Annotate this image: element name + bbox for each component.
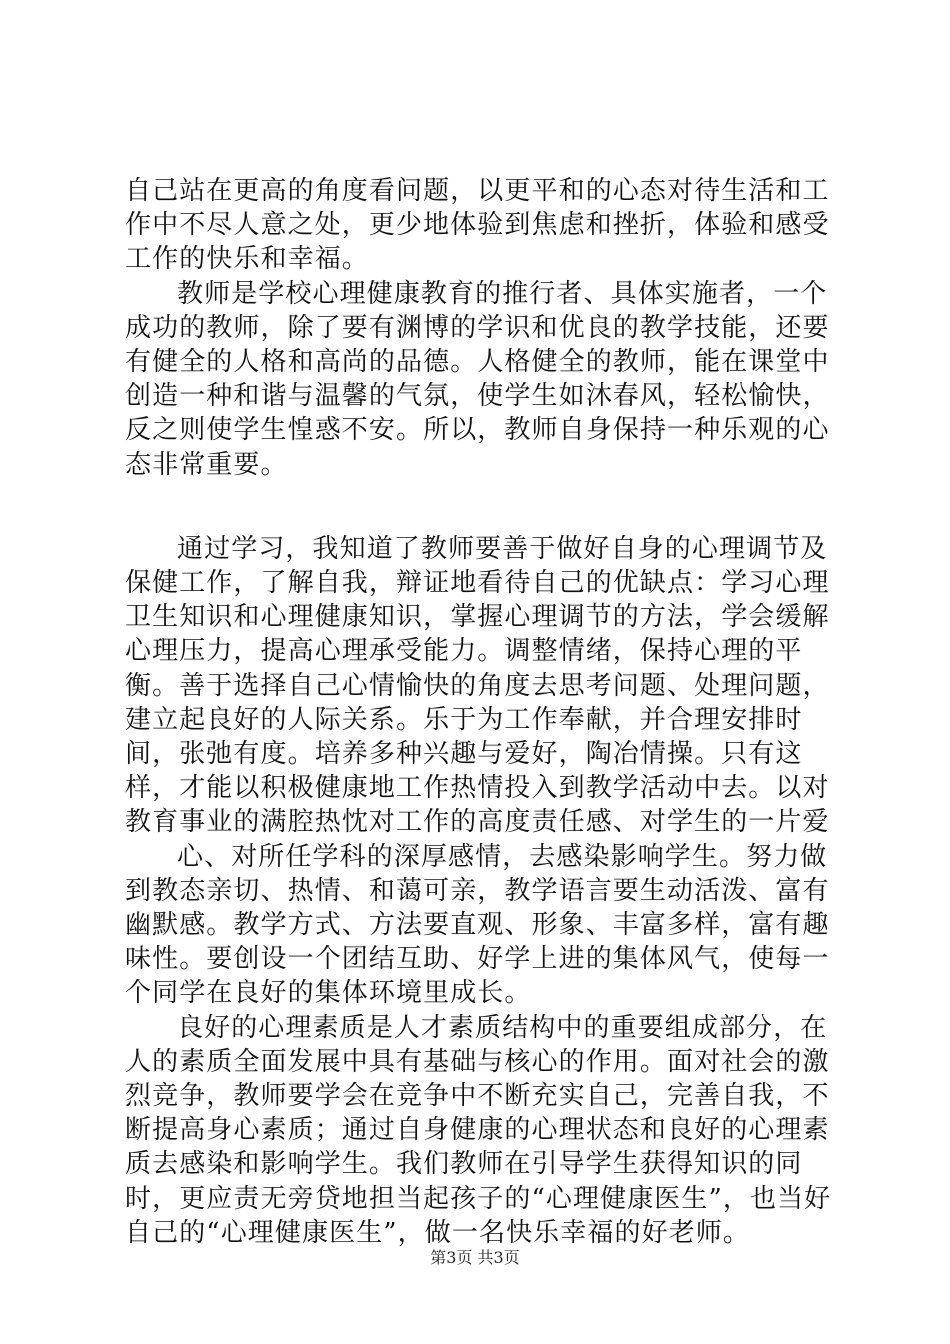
paragraph-continued-text: 自己站在更高的角度看问题，以更平和的心态对待生活和工作中不尽人意之处，更少地体验到焦虑和挫折，体验和感受工作的快乐和幸福。: [125, 176, 830, 275]
paragraph-spacer: [125, 482, 845, 532]
document-body: [125, 174, 845, 1250]
paragraph-psychological-quality: 良好的心理素质是人才素质结构中的重要组成部分，在人的素质全面发展中具有基础与核心的作用。面对社会的激烈竞争，教师要学会在竞争中不断充实自己，完善自我，不断提高身心素质；通过自身健康的心理状态和良好的心理素质去感染和影响学生。我们教师在引导学生获得知识的同时，更应责无旁贷地担当起孩子的“心理健康医生”，也当好自己的“心理健康医生”，做一名快乐幸福的好老师。: [125, 1012, 832, 1248]
page-number-footer: 第3页 共3页: [430, 1248, 520, 1267]
paragraph-teacher-role: 教师是学校心理健康教育的推行者、具体实施者，一个成功的教师，除了要有渊博的学识和优良的教学技能，还要有健全的人格和高尚的品德。人格健全的教师，能在课堂中创造一种和谐与温馨的气氛，使学生如沐春风，轻松愉快，反之则使学生惶惑不安。所以，教师自身保持一种乐观的心态非常重要。: [125, 278, 830, 480]
paragraph-self-adjustment: 通过学习，我知道了教师要善于做好自身的心理调节及保健工作，了解自我，辩证地看待自己的优缺点：学习心理卫生知识和心理健康知识，掌握心理调节的方法，学会缓解心理压力，提高心理承受能力。调整情绪，保持心理的平衡。善于选择自己心情愉快的角度去思考问题、处理问题，建立起良好的人际关系。乐于为工作奉献，并合理安排时间，张弛有度。培养多种兴趣与爱好，陶冶情操。只有这样，才能以积极健康地工作热情投入到教学活动中去。以对教育事业的满腔热忱对工作的高度责任感、对学生的一片爱: [125, 533, 830, 838]
paragraph-teaching-attitude: 心、对所任学科的深厚感情，去感染影响学生。努力做到教态亲切、热情、和蔼可亲，教学语言要生动活泼、富有幽默感。教学方式、方法要直观、形象、丰富多样，富有趣味性。要创设一个团结互助、好学上进的集体风气，使每一个同学在良好的集体环境里成长。: [125, 841, 830, 1009]
